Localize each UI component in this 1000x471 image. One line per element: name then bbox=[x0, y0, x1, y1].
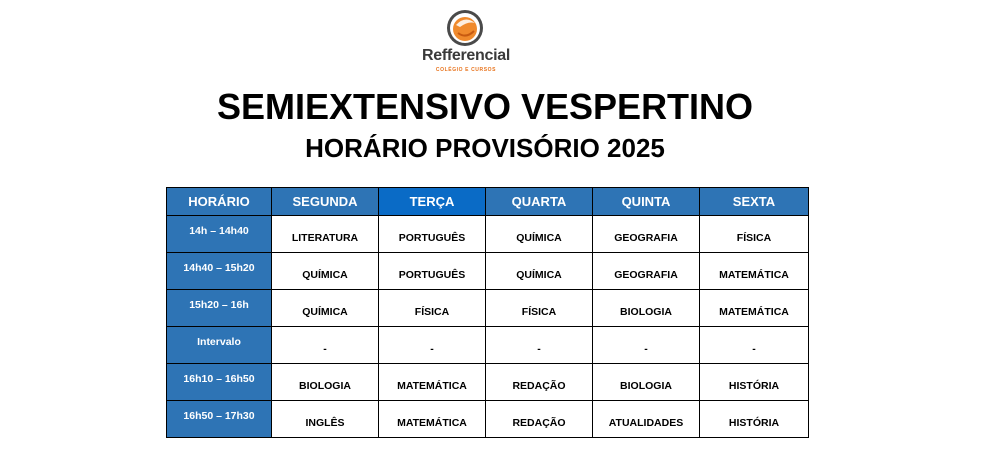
subject-cell bbox=[486, 253, 593, 290]
table-row bbox=[167, 290, 809, 327]
subject-cell bbox=[379, 327, 486, 364]
subject-cell bbox=[486, 401, 593, 438]
subject-label: MATEMÁTICA bbox=[719, 269, 789, 281]
subject-label: QUÍMICA bbox=[302, 269, 348, 281]
subject-cell bbox=[593, 364, 700, 401]
subject-cell bbox=[379, 401, 486, 438]
subject-label: REDAÇÃO bbox=[512, 380, 566, 392]
table-row bbox=[167, 364, 809, 401]
subject-cell bbox=[379, 216, 486, 253]
subject-label: FÍSICA bbox=[736, 232, 772, 244]
subject-cell bbox=[486, 290, 593, 327]
subject-cell bbox=[593, 216, 700, 253]
subject-cell bbox=[272, 216, 379, 253]
time-slot-label: Intervalo bbox=[197, 336, 241, 348]
school-logo bbox=[418, 9, 518, 77]
column-header-friday: SEXTA bbox=[700, 188, 809, 216]
logo-wordmark: Refferencial bbox=[422, 47, 510, 64]
subject-label: GEOGRAFIA bbox=[614, 269, 678, 281]
subject-cell bbox=[272, 253, 379, 290]
time-slot-label: 15h20 – 16h bbox=[189, 299, 249, 311]
time-slot-label: 16h50 – 17h30 bbox=[183, 410, 255, 422]
subject-label: LITERATURA bbox=[291, 232, 359, 244]
column-header-thursday: QUINTA bbox=[593, 188, 700, 216]
subject-cell bbox=[700, 327, 809, 364]
time-slot-cell bbox=[167, 216, 272, 253]
subject-label: - bbox=[752, 343, 756, 355]
subject-label: FÍSICA bbox=[521, 306, 557, 318]
subject-cell bbox=[593, 290, 700, 327]
subject-cell bbox=[272, 401, 379, 438]
subject-label: QUÍMICA bbox=[516, 232, 562, 244]
table-header-row bbox=[167, 188, 809, 216]
subject-cell bbox=[486, 364, 593, 401]
column-header-time: HORÁRIO bbox=[167, 188, 272, 216]
subject-cell bbox=[272, 364, 379, 401]
time-slot-cell bbox=[167, 327, 272, 364]
table-row bbox=[167, 253, 809, 290]
logo-tagline: COLÉGIO E CURSOS bbox=[435, 67, 497, 73]
time-slot-label: 14h – 14h40 bbox=[189, 225, 249, 237]
subject-cell bbox=[593, 327, 700, 364]
column-header-tuesday: TERÇA bbox=[379, 188, 486, 216]
subject-cell bbox=[486, 216, 593, 253]
subject-label: QUÍMICA bbox=[516, 269, 562, 281]
column-header-wednesday: QUARTA bbox=[486, 188, 593, 216]
page-subtitle: HORÁRIO PROVISÓRIO 2025 bbox=[305, 133, 665, 163]
logo-emblem-icon bbox=[446, 9, 484, 47]
time-slot-label: 14h40 – 15h20 bbox=[183, 262, 255, 274]
time-slot-cell bbox=[167, 253, 272, 290]
subject-label: GEOGRAFIA bbox=[614, 232, 678, 244]
time-slot-cell bbox=[167, 290, 272, 327]
table-row bbox=[167, 401, 809, 438]
subject-label: REDAÇÃO bbox=[512, 417, 566, 429]
table-row-break bbox=[167, 327, 809, 364]
subject-label: HISTÓRIA bbox=[728, 417, 780, 429]
subject-cell bbox=[700, 253, 809, 290]
subject-label: BIOLOGIA bbox=[620, 380, 672, 392]
subject-cell bbox=[700, 401, 809, 438]
subject-label: MATEMÁTICA bbox=[719, 306, 789, 318]
subject-cell bbox=[379, 364, 486, 401]
subject-cell bbox=[272, 327, 379, 364]
time-slot-cell bbox=[167, 364, 272, 401]
subject-cell bbox=[593, 401, 700, 438]
time-slot-cell bbox=[167, 401, 272, 438]
subject-label: FÍSICA bbox=[414, 306, 450, 318]
schedule-table bbox=[166, 187, 809, 438]
subject-label: ATUALIDADES bbox=[608, 417, 684, 429]
subject-label: HISTÓRIA bbox=[728, 380, 780, 392]
subject-cell bbox=[379, 290, 486, 327]
subject-label: - bbox=[323, 343, 327, 355]
subject-cell bbox=[700, 216, 809, 253]
subject-cell bbox=[272, 290, 379, 327]
subject-label: BIOLOGIA bbox=[299, 380, 351, 392]
time-slot-label: 16h10 – 16h50 bbox=[183, 373, 255, 385]
subject-label: MATEMÁTICA bbox=[397, 417, 467, 429]
subject-cell bbox=[593, 253, 700, 290]
subject-label: MATEMÁTICA bbox=[397, 380, 467, 392]
page-title: SEMIEXTENSIVO VESPERTINO bbox=[216, 86, 754, 127]
subject-label: - bbox=[430, 343, 434, 355]
subject-cell bbox=[379, 253, 486, 290]
subject-label: BIOLOGIA bbox=[620, 306, 672, 318]
column-header-monday: SEGUNDA bbox=[272, 188, 379, 216]
subject-label: - bbox=[537, 343, 541, 355]
subject-label: PORTUGUÊS bbox=[398, 269, 466, 281]
subject-cell bbox=[486, 327, 593, 364]
subject-cell bbox=[700, 364, 809, 401]
subject-label: PORTUGUÊS bbox=[398, 232, 466, 244]
table-row bbox=[167, 216, 809, 253]
subject-label: QUÍMICA bbox=[302, 306, 348, 318]
subject-cell bbox=[700, 290, 809, 327]
subject-label: INGLÊS bbox=[305, 417, 345, 429]
subject-label: - bbox=[644, 343, 648, 355]
